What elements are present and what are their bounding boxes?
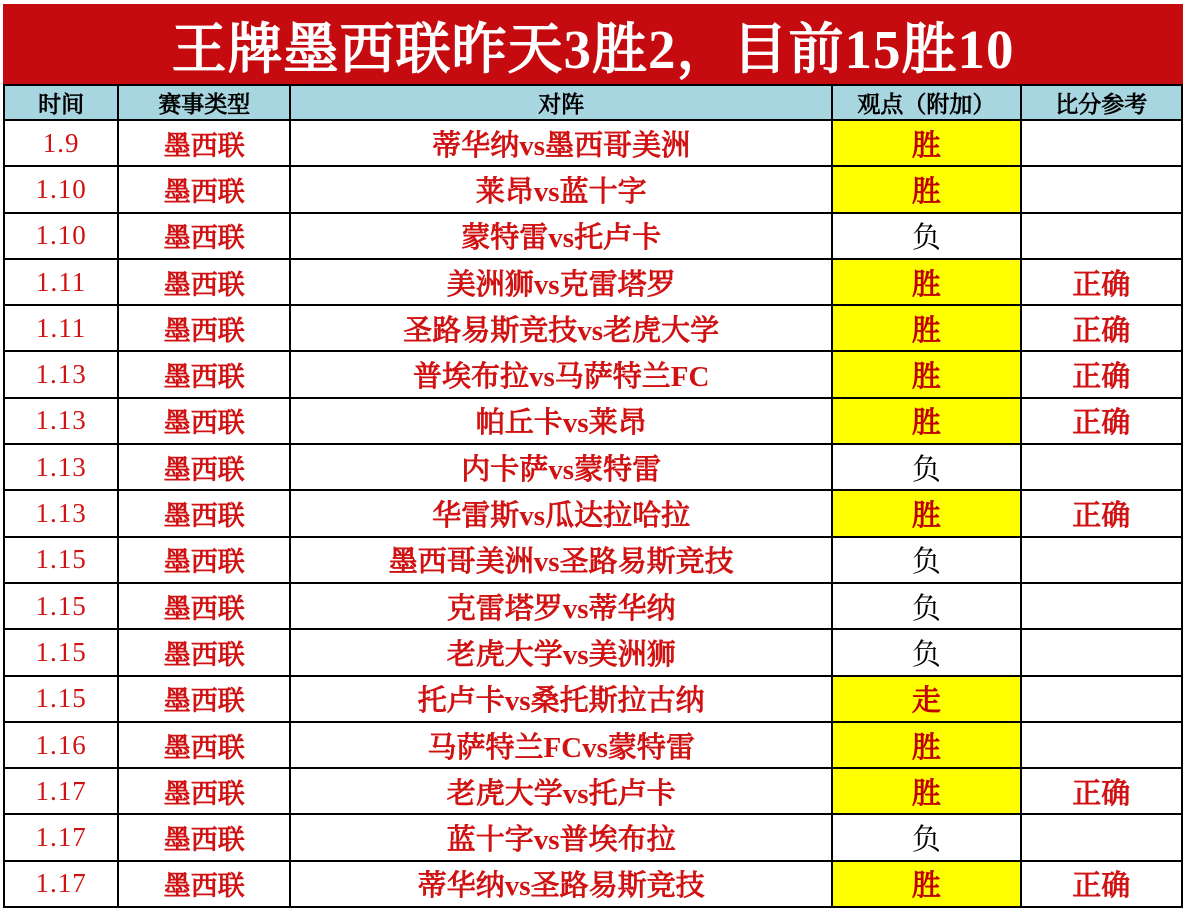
cell-prediction: 胜 (832, 861, 1020, 907)
cell-result (1021, 676, 1182, 722)
table-row (4, 814, 1182, 860)
cell-time: 1.15 (4, 537, 118, 583)
table-body (4, 120, 1182, 907)
cell-matchup: 墨西哥美洲vs圣路易斯竞技 (290, 537, 832, 583)
table-row (4, 259, 1182, 305)
cell-league: 墨西联 (118, 305, 290, 351)
column-header-league: 赛事类型 (118, 85, 290, 120)
table-row (4, 537, 1182, 583)
cell-matchup: 圣路易斯竞技vs老虎大学 (290, 305, 832, 351)
table-row (4, 583, 1182, 629)
cell-time: 1.17 (4, 768, 118, 814)
cell-league: 墨西联 (118, 583, 290, 629)
cell-matchup: 克雷塔罗vs蒂华纳 (290, 583, 832, 629)
cell-result (1021, 722, 1182, 768)
table-row (4, 120, 1182, 166)
cell-result (1021, 629, 1182, 675)
cell-league: 墨西联 (118, 676, 290, 722)
cell-league: 墨西联 (118, 259, 290, 305)
cell-matchup: 蒂华纳vs墨西哥美洲 (290, 120, 832, 166)
cell-league: 墨西联 (118, 814, 290, 860)
column-header-time: 时间 (4, 85, 118, 120)
cell-prediction: 负 (832, 444, 1020, 490)
column-header-prediction: 观点（附加） (832, 85, 1020, 120)
cell-result: 正确 (1021, 398, 1182, 444)
banner-title-text: 王牌墨西联昨天3胜2，目前15胜10 (171, 18, 1015, 80)
cell-result (1021, 583, 1182, 629)
cell-league: 墨西联 (118, 213, 290, 259)
cell-league: 墨西联 (118, 351, 290, 397)
cell-prediction: 胜 (832, 166, 1020, 212)
cell-prediction: 胜 (832, 398, 1020, 444)
cell-result: 正确 (1021, 768, 1182, 814)
cell-time: 1.13 (4, 444, 118, 490)
cell-result (1021, 166, 1182, 212)
cell-prediction: 负 (832, 814, 1020, 860)
cell-league: 墨西联 (118, 398, 290, 444)
table-row (4, 861, 1182, 907)
cell-prediction: 负 (832, 537, 1020, 583)
predictions-table (3, 84, 1183, 908)
cell-result: 正确 (1021, 305, 1182, 351)
cell-time: 1.16 (4, 722, 118, 768)
cell-result (1021, 120, 1182, 166)
cell-league: 墨西联 (118, 629, 290, 675)
cell-league: 墨西联 (118, 166, 290, 212)
cell-time: 1.17 (4, 861, 118, 907)
table-header-row (4, 85, 1182, 120)
cell-matchup: 托卢卡vs桑托斯拉古纳 (290, 676, 832, 722)
cell-prediction: 负 (832, 583, 1020, 629)
cell-result (1021, 444, 1182, 490)
cell-prediction: 负 (832, 629, 1020, 675)
cell-prediction: 胜 (832, 351, 1020, 397)
table-row (4, 768, 1182, 814)
cell-matchup: 内卡萨vs蒙特雷 (290, 444, 832, 490)
cell-matchup: 蒙特雷vs托卢卡 (290, 213, 832, 259)
cell-time: 1.9 (4, 120, 118, 166)
cell-league: 墨西联 (118, 537, 290, 583)
table-row (4, 676, 1182, 722)
cell-matchup: 帕丘卡vs莱昂 (290, 398, 832, 444)
cell-result: 正确 (1021, 490, 1182, 536)
cell-time: 1.13 (4, 398, 118, 444)
cell-prediction: 胜 (832, 259, 1020, 305)
cell-time: 1.10 (4, 166, 118, 212)
cell-prediction: 胜 (832, 490, 1020, 536)
table-row (4, 305, 1182, 351)
cell-result: 正确 (1021, 861, 1182, 907)
cell-result (1021, 213, 1182, 259)
banner-title (3, 4, 1183, 84)
cell-league: 墨西联 (118, 444, 290, 490)
cell-time: 1.15 (4, 583, 118, 629)
cell-matchup: 蓝十字vs普埃布拉 (290, 814, 832, 860)
cell-league: 墨西联 (118, 722, 290, 768)
cell-matchup: 莱昂vs蓝十字 (290, 166, 832, 212)
column-header-matchup: 对阵 (290, 85, 832, 120)
cell-time: 1.17 (4, 814, 118, 860)
table-row (4, 166, 1182, 212)
table-row (4, 398, 1182, 444)
column-header-result: 比分参考 (1021, 85, 1182, 120)
table-row (4, 213, 1182, 259)
cell-prediction: 胜 (832, 722, 1020, 768)
cell-prediction: 胜 (832, 120, 1020, 166)
cell-matchup: 美洲狮vs克雷塔罗 (290, 259, 832, 305)
cell-time: 1.11 (4, 305, 118, 351)
cell-time: 1.13 (4, 351, 118, 397)
cell-result: 正确 (1021, 351, 1182, 397)
cell-league: 墨西联 (118, 861, 290, 907)
cell-time: 1.15 (4, 629, 118, 675)
cell-league: 墨西联 (118, 120, 290, 166)
table-row (4, 490, 1182, 536)
cell-matchup: 老虎大学vs托卢卡 (290, 768, 832, 814)
cell-league: 墨西联 (118, 490, 290, 536)
cell-time: 1.13 (4, 490, 118, 536)
cell-matchup: 老虎大学vs美洲狮 (290, 629, 832, 675)
table-row (4, 722, 1182, 768)
cell-league: 墨西联 (118, 768, 290, 814)
table-row (4, 629, 1182, 675)
cell-time: 1.11 (4, 259, 118, 305)
cell-result: 正确 (1021, 259, 1182, 305)
cell-time: 1.10 (4, 213, 118, 259)
cell-matchup: 蒂华纳vs圣路易斯竞技 (290, 861, 832, 907)
table-row (4, 444, 1182, 490)
cell-matchup: 华雷斯vs瓜达拉哈拉 (290, 490, 832, 536)
cell-prediction: 负 (832, 213, 1020, 259)
cell-matchup: 马萨特兰FCvs蒙特雷 (290, 722, 832, 768)
cell-time: 1.15 (4, 676, 118, 722)
cell-result (1021, 814, 1182, 860)
cell-prediction: 走 (832, 676, 1020, 722)
table-row (4, 351, 1182, 397)
cell-matchup: 普埃布拉vs马萨特兰FC (290, 351, 832, 397)
cell-result (1021, 537, 1182, 583)
cell-prediction: 胜 (832, 768, 1020, 814)
cell-prediction: 胜 (832, 305, 1020, 351)
